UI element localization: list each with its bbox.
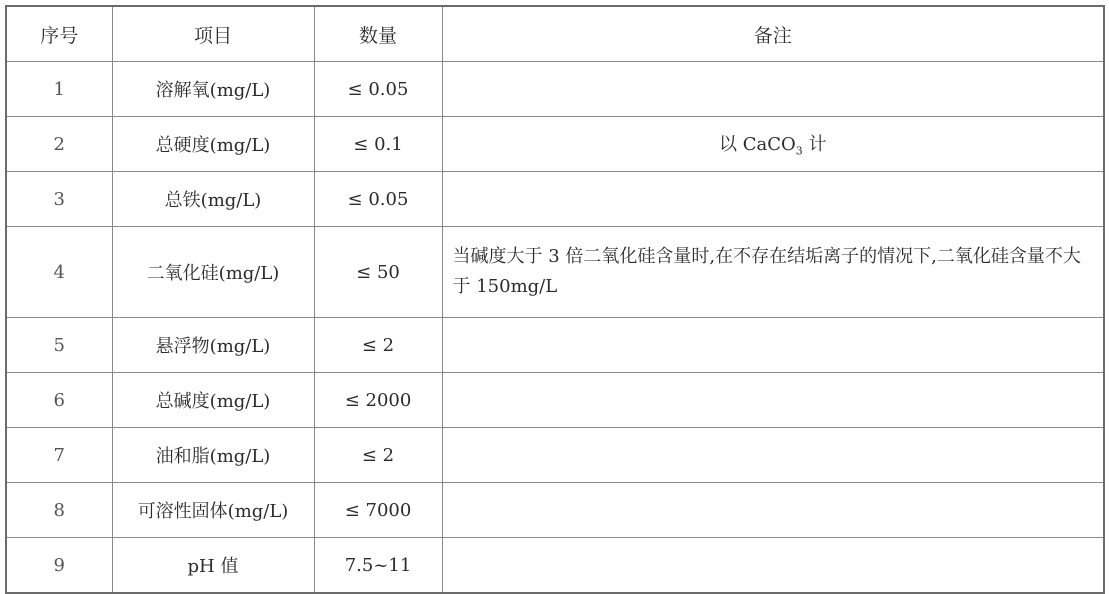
row-seq: 9 xyxy=(6,538,112,594)
table-row xyxy=(6,373,1104,428)
row-seq: 4 xyxy=(6,227,112,318)
row-item: pH 值 xyxy=(112,538,314,594)
row-item: 悬浮物(mg/L) xyxy=(112,318,314,373)
row-note: 当碱度大于 3 倍二氧化硅含量时,在不存在结垢离子的情况下,二氧化硅含量不大于 150mg/L xyxy=(442,227,1104,318)
table-row xyxy=(6,227,1104,318)
row-quantity: ≤ 2000 xyxy=(314,373,442,428)
row-quantity: ≤ 7000 xyxy=(314,483,442,538)
row-note xyxy=(442,62,1104,117)
table-row xyxy=(6,318,1104,373)
note-subscript: 3 xyxy=(795,144,803,158)
row-item: 可溶性固体(mg/L) xyxy=(112,483,314,538)
row-note xyxy=(442,428,1104,483)
header-quantity: 数量 xyxy=(314,6,442,62)
water-quality-table-container xyxy=(5,5,1105,582)
row-item: 总碱度(mg/L) xyxy=(112,373,314,428)
table-row xyxy=(6,428,1104,483)
note-suffix: 计 xyxy=(802,134,827,156)
row-note xyxy=(442,318,1104,373)
row-seq: 7 xyxy=(6,428,112,483)
water-quality-table xyxy=(5,5,1105,594)
table-row xyxy=(6,62,1104,117)
row-quantity: ≤ 0.1 xyxy=(314,117,442,172)
table-row xyxy=(6,172,1104,227)
row-quantity: ≤ 0.05 xyxy=(314,62,442,117)
row-item: 二氧化硅(mg/L) xyxy=(112,227,314,318)
row-note xyxy=(442,172,1104,227)
row-item: 总硬度(mg/L) xyxy=(112,117,314,172)
row-item: 溶解氧(mg/L) xyxy=(112,62,314,117)
header-note: 备注 xyxy=(442,6,1104,62)
table-header-row xyxy=(6,6,1104,62)
row-quantity: ≤ 2 xyxy=(314,428,442,483)
note-prefix: 以 CaCO xyxy=(719,134,796,156)
row-seq: 2 xyxy=(6,117,112,172)
header-seq: 序号 xyxy=(6,6,112,62)
row-seq: 1 xyxy=(6,62,112,117)
row-quantity: ≤ 50 xyxy=(314,227,442,318)
row-item: 总铁(mg/L) xyxy=(112,172,314,227)
row-note xyxy=(442,483,1104,538)
row-quantity: ≤ 0.05 xyxy=(314,172,442,227)
table-row xyxy=(6,483,1104,538)
row-seq: 5 xyxy=(6,318,112,373)
table-row xyxy=(6,117,1104,172)
row-note xyxy=(442,538,1104,594)
row-seq: 8 xyxy=(6,483,112,538)
header-item: 项目 xyxy=(112,6,314,62)
row-seq: 6 xyxy=(6,373,112,428)
row-note xyxy=(442,117,1104,172)
row-note xyxy=(442,373,1104,428)
row-quantity: ≤ 2 xyxy=(314,318,442,373)
row-item: 油和脂(mg/L) xyxy=(112,428,314,483)
table-row xyxy=(6,538,1104,594)
row-quantity: 7.5~11 xyxy=(314,538,442,594)
row-seq: 3 xyxy=(6,172,112,227)
